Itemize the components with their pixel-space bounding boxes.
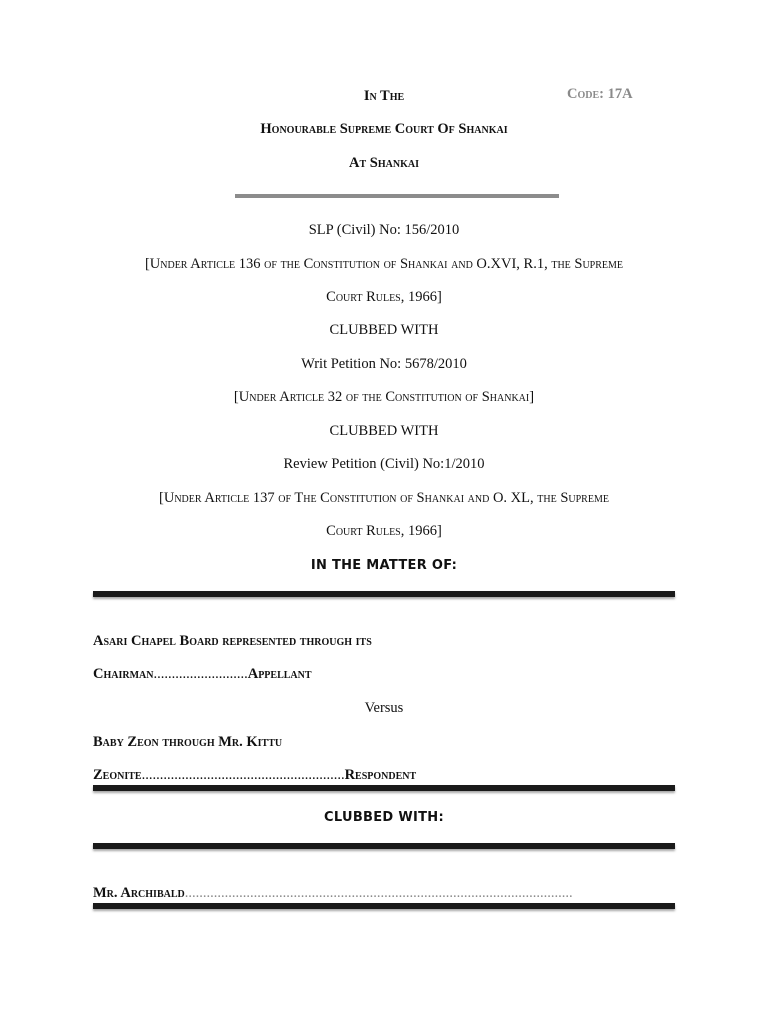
respondent-role: Respondent: [344, 767, 417, 783]
respondent-name: Zeonite: [93, 767, 142, 783]
clubbed-divider: [93, 843, 675, 849]
review-petition-number: Review Petition (Civil) No:1/2010: [283, 456, 485, 472]
respondent-dots: ........................................................: [141, 767, 345, 783]
matter-divider: [93, 591, 675, 597]
appellant-role: Appellant: [247, 666, 312, 682]
document-code: Code: 17A: [567, 86, 633, 102]
header-in-the: In The: [363, 88, 405, 104]
court-location: At Shankai: [349, 155, 419, 171]
court-name: Honourable Supreme Court Of Shankai: [260, 121, 508, 137]
matter-heading: IN THE MATTER OF:: [310, 558, 458, 573]
review-article-line2: Court Rules, 1966]: [326, 523, 442, 539]
third-party-dots: ...........................................................................................................: [184, 885, 573, 901]
appellant-line1: Asari Chapel Board represented through its: [93, 633, 372, 649]
appellant-line2: [93, 666, 312, 683]
header-divider: [235, 194, 559, 198]
slp-article-line1: [Under Article 136 of the Constitution of Shankai and O.XVI, R.1, the Supreme: [144, 256, 624, 272]
bottom-divider: [93, 903, 675, 909]
clubbed-heading: CLUBBED WITH:: [324, 810, 444, 825]
third-party-name: Mr. Archibald: [93, 885, 185, 901]
third-party-line: [93, 885, 573, 902]
writ-petition-number: Writ Petition No: 5678/2010: [301, 356, 467, 372]
respondent-line2: [93, 767, 416, 784]
slp-number: SLP (Civil) No: 156/2010: [308, 222, 460, 238]
appellant-name: Chairman: [93, 666, 154, 682]
versus: Versus: [364, 700, 404, 716]
respondent-line1: Baby Zeon through Mr. Kittu: [93, 734, 283, 750]
clubbed-with-2: CLUBBED WITH: [329, 423, 439, 439]
slp-article-line2: Court Rules, 1966]: [326, 289, 442, 305]
review-article-line1: [Under Article 137 of The Constitution of Shankai and O. XL, the Supreme: [159, 490, 609, 506]
clubbed-with-1: CLUBBED WITH: [329, 322, 439, 338]
respondent-divider: [93, 785, 675, 791]
writ-article: [Under Article 32 of the Constitution of Shankai]: [233, 389, 535, 405]
appellant-dots: ..........................: [153, 666, 248, 682]
